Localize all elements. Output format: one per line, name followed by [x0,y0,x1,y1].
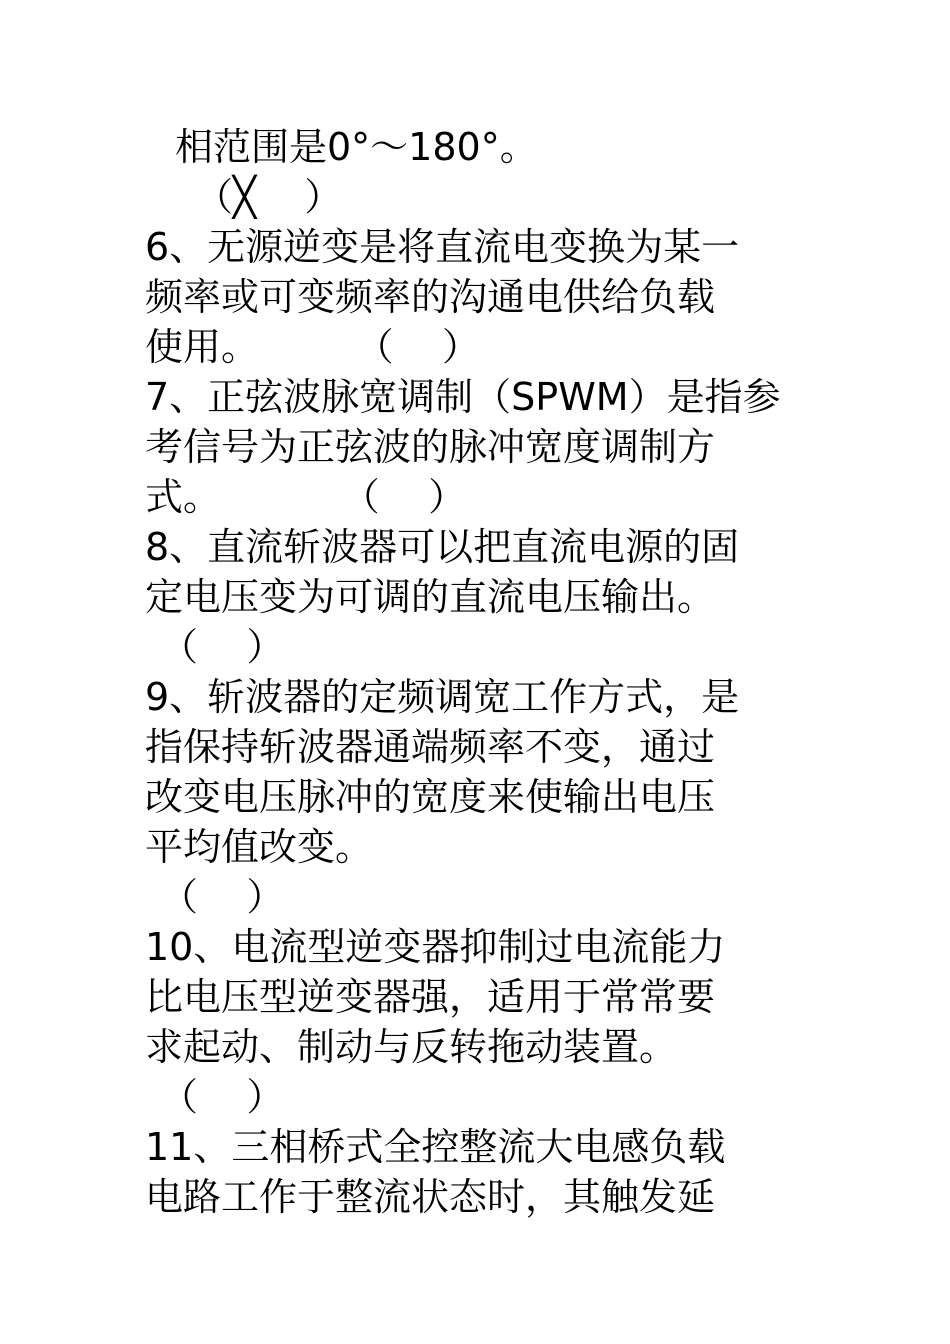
question-7-line-2: 考信号为正弦波的脉冲宽度调制方 [145,425,716,469]
answer-blank: （ ） [160,875,285,919]
question-8-line-2: 定电压变为可调的直流电压输出。 [145,575,716,619]
question-7-line-3: 式。 （ ） [145,475,467,519]
question-9-line-2: 指保持斩波器通端频率不变，通过 [145,725,716,769]
text-line: 相范围是0°～180°。 [175,125,538,169]
question-11-line-1: 11、三相桥式全控整流大电感负载 [145,1125,726,1169]
question-6-line-2: 频率或可变频率的沟通电供给负载 [145,275,716,319]
question-8-line-1: 8、直流斩波器可以把直流电源的固 [145,525,740,569]
answer-blank: （ ） [160,1075,285,1119]
question-9-line-1: 9、斩波器的定频调宽工作方式，是 [145,675,740,719]
answer-blank: （ ） [160,625,285,669]
question-9-line-3: 改变电压脉冲的宽度来使输出电压 [145,775,716,819]
question-11-line-2: 电路工作于整流状态时，其触发延 [145,1175,716,1219]
question-7-line-1: 7、正弦波脉宽调制（SPWM）是指参 [145,375,781,419]
question-6-line-1: 6、无源逆变是将直流电变换为某一 [145,225,740,269]
document-body [145,122,805,1222]
question-10-line-2: 比电压型逆变器强，适用于常常要 [145,975,716,1019]
question-10-line-1: 10、电流型逆变器抑制过电流能力 [145,925,726,969]
question-6-line-3: 使用。 （ ） [145,325,480,369]
question-10-line-3: 求起动、制动与反转拖动装置。 [145,1025,678,1069]
answer-blank-marked: （╳ ） [195,175,343,219]
question-9-line-4: 平均值改变。 [145,825,374,869]
